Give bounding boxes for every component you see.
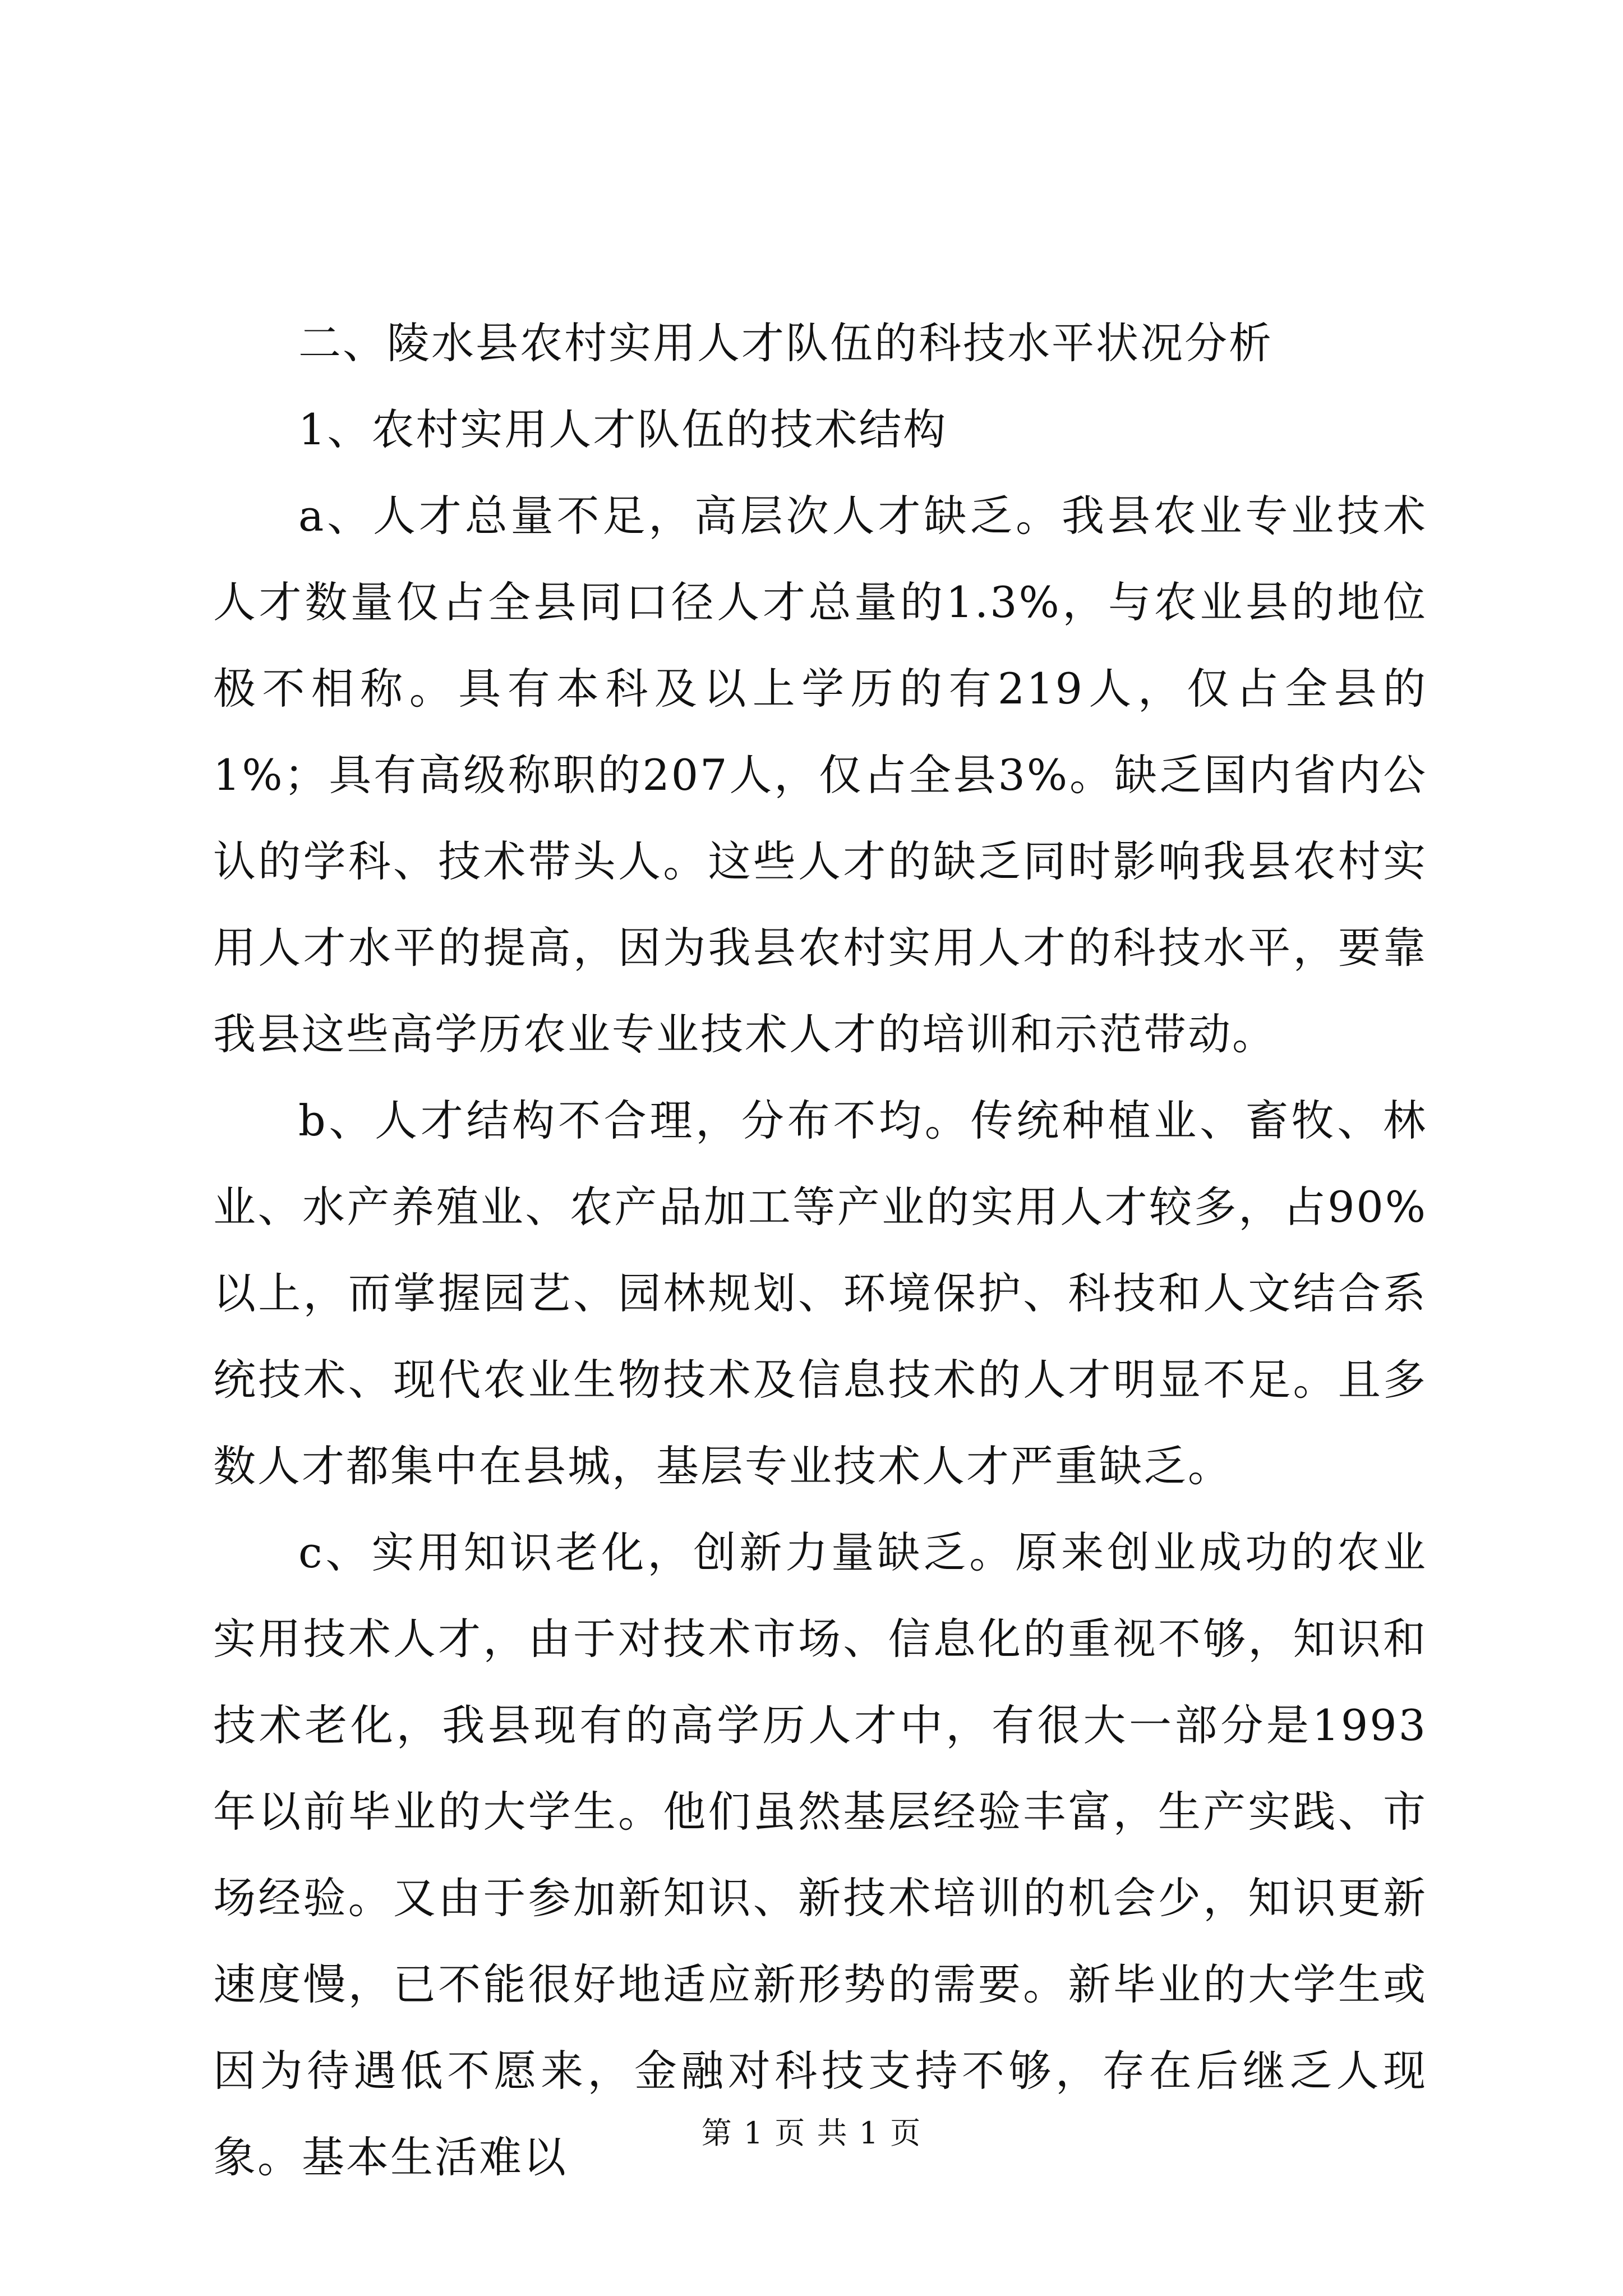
section-heading: 二、陵水县农村实用人才队伍的科技水平状况分析 <box>298 318 1273 368</box>
paragraph-b: b、人才结构不合理，分布不均。传统种植业、畜牧、林业、水产养殖业、农产品加工等产业的实用人才较多，占90%以上，而掌握园艺、园林规划、环境保护、科技和人文结合系统技术、现代农业生物技术及信息技术的人才明显不足。且多数人才都集中在县城，基层专业技术人才严重缺乏。 <box>213 1096 1427 1491</box>
subsection-heading: 1、农村实用人才队伍的技术结构 <box>298 404 948 454</box>
document-body <box>213 300 1427 2201</box>
paragraph-a: a、人才总量不足，高层次人才缺乏。我县农业专业技术人才数量仅占全县同口径人才总量的1.3%，与农业县的地位极不相称。具有本科及以上学历的有219人，仅占全县的1%；具有高级称职的207人，仅占全县3%。缺乏国内省内公认的学科、技术带头人。这些人才的缺乏同时影响我县农村实用人才水平的提高，因为我县农村实用人才的科技水平，要靠我县这些高学历农业专业技术人才的培训和示范带动。 <box>213 491 1427 1059</box>
paragraph-c: c、实用知识老化，创新力量缺乏。原来创业成功的农业实用技术人才，由于对技术市场、信息化的重视不够，知识和技术老化，我县现有的高学历人才中，有很大一部分是1993年以前毕业的大学生。他们虽然基层经验丰富，生产实践、市场经验。又由于参加新知识、新技术培训的机会少，知识更新速度慢，已不能很好地适应新形势的需要。新毕业的大学生或因为待遇低不愿来，金融对科技支持不够，存在后继乏人现象。基本生活难以 <box>213 1527 1427 2182</box>
page-number-footer: 第 1 页 共 1 页 <box>701 2115 922 2151</box>
